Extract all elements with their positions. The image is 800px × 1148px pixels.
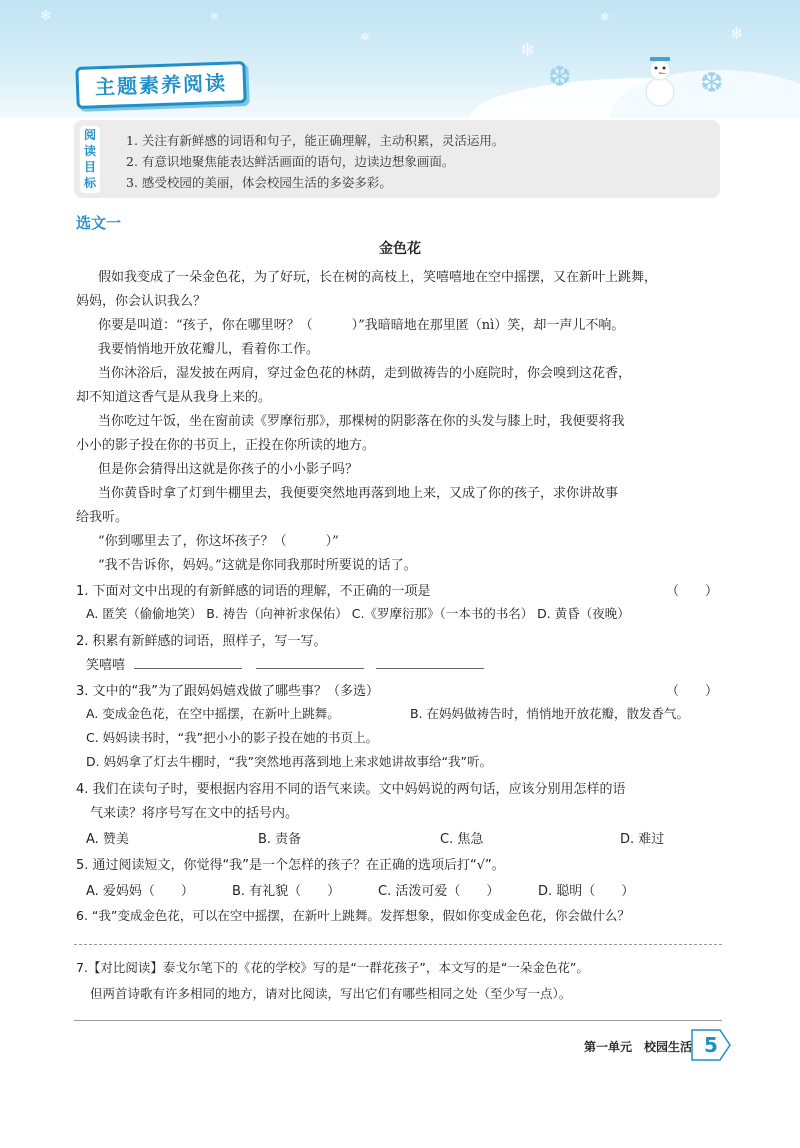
question-3: 3. 文中的“我”为了跟妈妈嬉戏做了哪些事？（多选） bbox=[76, 684, 380, 699]
goals-label-char: 标 bbox=[83, 176, 96, 190]
question-3-option-b: B. 在妈妈做祷告时，悄悄地开放花瓣，散发香气。 bbox=[410, 706, 690, 721]
answer-blank[interactable] bbox=[134, 668, 242, 669]
snowflake-icon: ❄ bbox=[40, 8, 52, 24]
snowflake-icon: ❄ bbox=[360, 30, 371, 44]
question-1: 1. 下面对文中出现的有新鲜感的词语的理解，不正确的一项是 bbox=[76, 584, 431, 599]
question-3-option-c: C. 妈妈读书时，“我”把小小的影子投在她的书页上。 bbox=[86, 730, 379, 745]
divider bbox=[74, 944, 722, 945]
page-number: 5 bbox=[704, 1033, 718, 1057]
poem-line: 小小的影子投在你的书页上，正投在你所读的地方。 bbox=[76, 438, 376, 453]
question-5-option[interactable]: A. 爱妈妈（ ） bbox=[86, 884, 194, 899]
unit-label: 第一单元 校园生活 bbox=[584, 1040, 693, 1054]
section-badge: 主题素养阅读 bbox=[75, 61, 246, 109]
poem-line: 你要是叫道：“孩子，你在哪里呀？（ ）”我暗暗地在那里匿（nì）笑，却一声儿不响。 bbox=[98, 318, 625, 333]
question-5-option[interactable]: D. 聪明（ ） bbox=[538, 884, 635, 899]
snowflake-icon: ❄ bbox=[600, 10, 611, 24]
goals-label-char: 读 bbox=[83, 144, 96, 158]
question-3-option-d: D. 妈妈拿了灯去牛棚时，“我”突然地再落到地上来求她讲故事给“我”听。 bbox=[86, 754, 492, 769]
poem-line: 当你黄昏时拿了灯到牛棚里去，我便要突然地再落到地上来，又成了你的孩子，求你讲故事 bbox=[98, 486, 619, 501]
goals-list bbox=[126, 130, 504, 193]
goals-label bbox=[80, 126, 100, 193]
snowflake-icon: ❄ bbox=[210, 12, 219, 23]
tree-icon: ❆ bbox=[700, 66, 724, 99]
poem-line: 当你吃过午饭，坐在窗前读《罗摩衍那》，那棵树的阴影落在你的头发与膝上时，我便要将我 bbox=[98, 414, 625, 429]
tree-icon: ❆ bbox=[548, 60, 572, 93]
snowman-icon bbox=[640, 52, 680, 108]
question-2-example: 笑嘻嘻 bbox=[86, 658, 126, 673]
question-5: 5. 通过阅读短文，你觉得“我”是一个怎样的孩子？在正确的选项后打“√”。 bbox=[76, 858, 505, 873]
goal-item: 3. 感受校园的美丽，体会校园生活的多姿多彩。 bbox=[126, 175, 392, 190]
goals-label-char: 目 bbox=[83, 160, 96, 174]
poem-line: 我要悄悄地开放花瓣儿，看着你工作。 bbox=[98, 342, 320, 357]
question-4-option: B. 责备 bbox=[258, 832, 302, 847]
answer-blank[interactable] bbox=[376, 668, 484, 669]
answer-bracket[interactable]: （ ） bbox=[666, 584, 719, 599]
question-4-option: D. 难过 bbox=[620, 832, 665, 847]
answer-bracket[interactable]: （ ） bbox=[666, 684, 719, 699]
goal-item: 1. 关注有新鲜感的词语和句子，能正确理解，主动积累，灵活运用。 bbox=[126, 133, 505, 148]
snowflake-icon: ❄ bbox=[520, 40, 536, 61]
poem-line: 但是你会猜得出这就是你孩子的小小影子吗？ bbox=[98, 462, 359, 477]
question-5-option[interactable]: B. 有礼貌（ ） bbox=[232, 884, 341, 899]
question-4-option: C. 焦急 bbox=[440, 832, 484, 847]
poem-line: “你到哪里去了，你这坏孩子？（ ）” bbox=[98, 534, 339, 549]
goals-label-char: 阅 bbox=[83, 128, 96, 142]
question-3-option-a: A. 变成金色花，在空中摇摆，在新叶上跳舞。 bbox=[86, 706, 340, 721]
question-1-options: A. 匿笑（偷偷地笑） B. 祷告（向神祈求保佑） C.《罗摩衍那》（一本书的书名） D. 黄昏（夜晚） bbox=[86, 606, 630, 621]
divider bbox=[74, 1020, 722, 1021]
question-4: 4. 我们在读句子时，要根据内容用不同的语气来读。文中妈妈说的两句话，应该分别用怎样的语 bbox=[76, 782, 626, 797]
poem-line: 给我听。 bbox=[76, 510, 129, 525]
answer-blank[interactable] bbox=[256, 668, 364, 669]
question-4-continued: 气来读？将序号写在文中的括号内。 bbox=[90, 806, 299, 821]
section-title: 选文一 bbox=[76, 214, 122, 232]
question-6: 6. “我”变成金色花，可以在空中摇摆，在新叶上跳舞。发挥想象，假如你变成金色花，你会做什么？ bbox=[76, 908, 630, 923]
poem-line: 却不知道这香气是从我身上来的。 bbox=[76, 390, 272, 405]
question-7: 7.【对比阅读】泰戈尔笔下的《花的学校》写的是“一群花孩子”，本文写的是“一朵金色花”。 bbox=[76, 960, 589, 975]
poem-title: 金色花 bbox=[379, 241, 421, 257]
question-7-continued: 但两首诗歌有许多相同的地方，请对比阅读，写出它们有哪些相同之处（至少写一点）。 bbox=[90, 986, 572, 1001]
reading-goals bbox=[74, 120, 720, 198]
poem-line: 当你沐浴后，湿发披在两肩，穿过金色花的林荫，走到做祷告的小庭院时，你会嗅到这花香， bbox=[98, 366, 632, 381]
question-5-option[interactable]: C. 活泼可爱（ ） bbox=[378, 884, 500, 899]
question-2: 2. 积累有新鲜感的词语，照样子，写一写。 bbox=[76, 634, 327, 649]
goal-item: 2. 有意识地聚焦能表达鲜活画面的语句，边读边想象画面。 bbox=[126, 154, 455, 169]
poem-line: 假如我变成了一朵金色花，为了好玩，长在树的高枝上，笑嘻嘻地在空中摇摆，又在新叶上跳舞， bbox=[98, 270, 658, 285]
snowflake-icon: ❄ bbox=[730, 24, 744, 43]
poem-line: “我不告诉你，妈妈。”这就是你同我那时所要说的话了。 bbox=[98, 558, 417, 573]
question-4-option: A. 赞美 bbox=[86, 832, 129, 847]
poem-line: 妈妈，你会认识我么？ bbox=[76, 294, 207, 309]
